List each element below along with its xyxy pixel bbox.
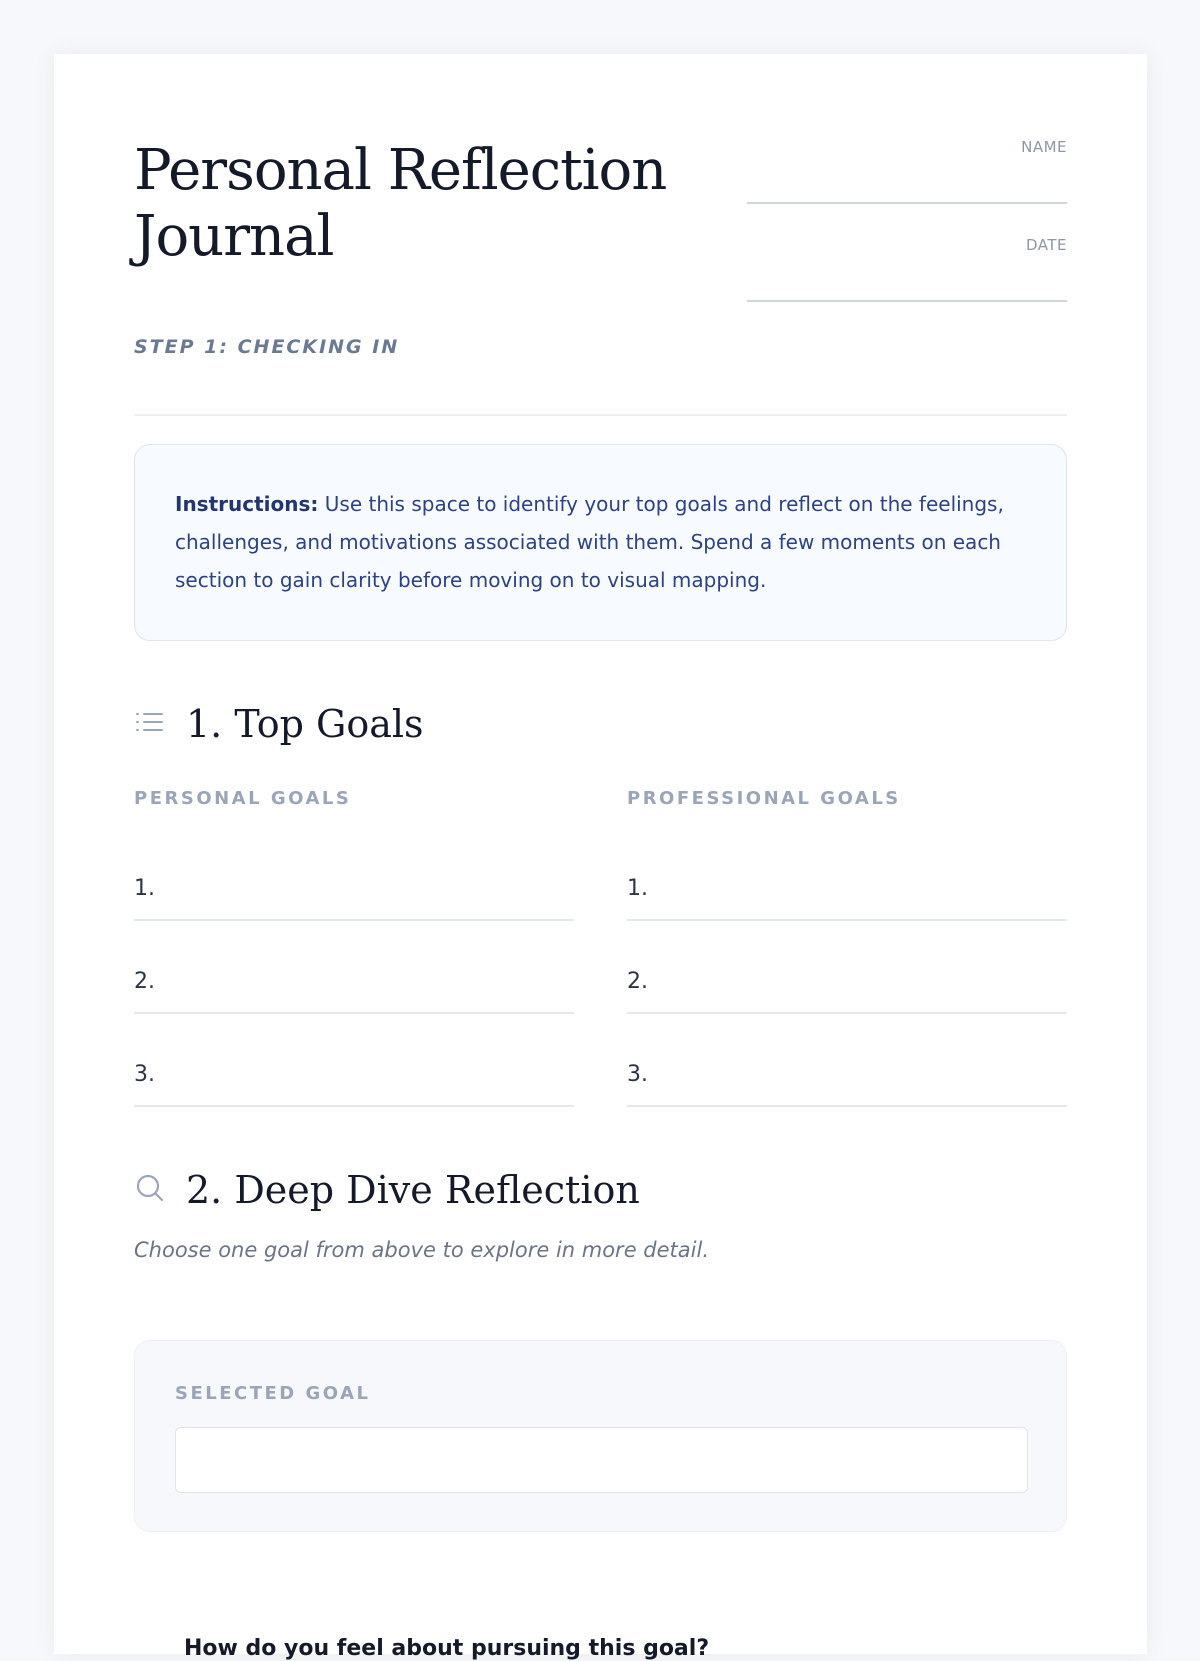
professional-goal-line-3[interactable] <box>627 1014 1067 1107</box>
section-top-goals-heading <box>134 700 1034 750</box>
name-field[interactable] <box>747 138 1067 204</box>
personal-goal-line-3[interactable] <box>134 1014 574 1107</box>
title-line-1: Personal Reflection <box>134 138 667 203</box>
list-icon <box>134 706 166 738</box>
personal-goals-column <box>134 788 574 1107</box>
title-line-2: Journal <box>134 204 334 269</box>
personal-goals-label: PERSONAL GOALS <box>134 788 352 809</box>
deep-dive-note: Choose one goal from above to explore in more detail. <box>134 1238 709 1262</box>
instructions-lead: Instructions: <box>175 492 319 516</box>
goal-number: 2. <box>627 969 648 994</box>
professional-goal-line-2[interactable] <box>627 921 1067 1014</box>
goal-number: 3. <box>627 1062 648 1087</box>
journal-header <box>134 138 1067 416</box>
goal-number: 2. <box>134 969 155 994</box>
selected-goal-label: SELECTED GOAL <box>175 1383 371 1404</box>
section-deep-dive-heading <box>134 1166 1034 1216</box>
professional-goals-label: PROFESSIONAL GOALS <box>627 788 901 809</box>
professional-goals-column <box>627 788 1067 1107</box>
journal-sheet <box>54 54 1147 1661</box>
instructions-body: Use this space to identify your top goals and reflect on the feelings, challenges, and motivations associated with them. Spend a few moments on each section to gain clarity before moving on to visual mapping. <box>175 492 1004 592</box>
personal-goal-line-1[interactable] <box>134 828 574 921</box>
goal-number: 3. <box>134 1062 155 1087</box>
personal-goal-line-2[interactable] <box>134 921 574 1014</box>
goal-number: 1. <box>627 876 648 901</box>
section-heading-text: 2. Deep Dive Reflection <box>186 1168 640 1212</box>
goal-number: 1. <box>134 876 155 901</box>
date-label: DATE <box>1025 236 1067 254</box>
selected-goal-input[interactable] <box>175 1427 1028 1493</box>
date-field[interactable] <box>747 236 1067 302</box>
section-heading-text: 1. Top Goals <box>186 702 424 746</box>
next-prompt: How do you feel about pursuing this goal? <box>184 1636 710 1661</box>
instructions-box <box>134 444 1067 641</box>
name-label: NAME <box>1021 138 1067 156</box>
selected-goal-box <box>134 1340 1067 1532</box>
page-title <box>134 138 666 270</box>
step-subtitle: STEP 1: CHECKING IN <box>134 336 400 358</box>
professional-goal-line-1[interactable] <box>627 828 1067 921</box>
search-icon <box>134 1172 166 1204</box>
